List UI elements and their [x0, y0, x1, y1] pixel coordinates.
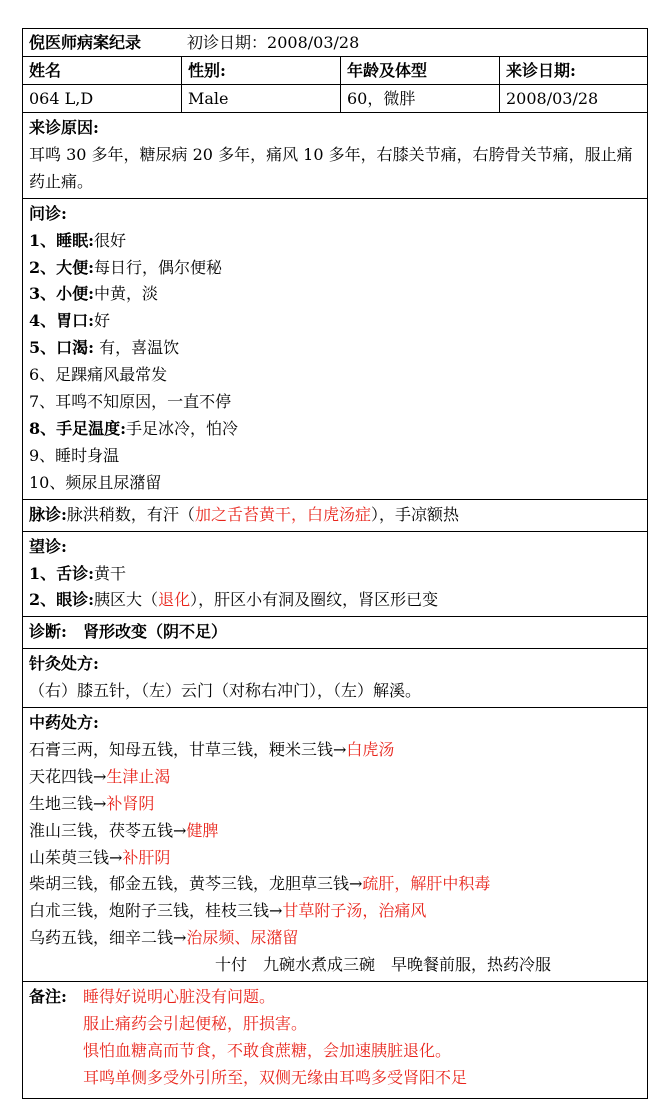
inquiry-item-text: 每日行，偶尔便秘	[94, 257, 223, 277]
inquiry-item	[29, 335, 641, 362]
inquiry-item-text: 7、耳鸣不知原因，一直不停	[29, 392, 232, 412]
header-gender: 性别:	[182, 57, 341, 85]
acupuncture-row	[23, 649, 648, 708]
herbal-row	[23, 708, 648, 982]
inquiry-item-text: 9、睡时身温	[29, 445, 120, 465]
inquiry-item-text: 手足冰冷，怕冷	[126, 418, 239, 438]
inquiry-item-text: 中黄，淡	[94, 284, 159, 304]
eye-line	[29, 587, 641, 614]
first-visit-date: 2008/03/28	[267, 33, 360, 52]
herbal-label: 中药处方:	[29, 713, 99, 733]
pulse-line	[29, 502, 641, 529]
eye-text-2: ），肝区小有洞及圈纹，肾区形已变	[190, 590, 439, 610]
pulse-text-red: 加之舌苔黄干，白虎汤症	[194, 504, 371, 524]
inquiry-label: 问诊:	[29, 203, 67, 223]
inquiry-item-text: 好	[94, 311, 111, 331]
patient-row	[23, 85, 648, 113]
inquiry-item	[29, 443, 641, 470]
pulse-text-2: ），手凉额热	[370, 504, 459, 524]
complaint-row	[23, 113, 648, 199]
header-visit-date: 来诊日期:	[500, 57, 648, 85]
inquiry-item	[29, 281, 641, 308]
acupuncture-label: 针灸处方:	[29, 654, 99, 674]
inquiry-item-text: 10、频尿且尿潴留	[29, 472, 162, 492]
title-row	[23, 29, 648, 57]
herbal-effect: 生津止渴	[106, 766, 171, 786]
header-age-build: 年龄及体型	[341, 57, 500, 85]
eye-label: 2、眼诊:	[29, 590, 95, 610]
inquiry-item-text: 6、足踝痛风最常发	[29, 365, 168, 385]
tongue-label: 1、舌诊:	[29, 563, 95, 583]
herbal-effect: 健脾	[186, 820, 219, 840]
title-cell	[23, 29, 648, 57]
notes-label: 备注:	[29, 987, 67, 1007]
arrow-icon: →	[349, 874, 363, 894]
inquiry-item	[29, 389, 641, 416]
eye-text-red: 退化	[158, 590, 191, 610]
herbal-line	[29, 925, 641, 952]
patient-name: 064 L,D	[23, 85, 182, 113]
observation-cell	[23, 531, 648, 617]
inquiry-item	[29, 255, 641, 282]
arrow-icon: →	[109, 847, 123, 867]
herbal-ingredients: 天花四钱	[29, 766, 94, 786]
herbal-line	[29, 898, 641, 925]
note-line: 耳鸣单侧多受外引所至，双侧无缘由耳鸣多受肾阳不足	[83, 1067, 468, 1087]
header-name: 姓名	[23, 57, 182, 85]
arrow-icon: →	[173, 928, 187, 948]
herbal-effect: 白虎汤	[346, 739, 395, 759]
notes-cell	[23, 982, 648, 1099]
herbal-effect: 治尿频、尿潴留	[186, 928, 299, 948]
diagnosis-line	[29, 619, 641, 646]
herbal-cell	[23, 708, 648, 982]
acupuncture-text: （右）膝五针，（左）云门（对称右冲门），（左）解溪。	[29, 681, 422, 701]
note-line: 睡得好说明心脏没有问题。	[82, 987, 275, 1007]
pulse-cell	[23, 499, 648, 531]
herbal-line	[29, 871, 641, 898]
record-title: 倪医师病案纪录	[29, 33, 142, 52]
inquiry-row	[23, 198, 648, 499]
inquiry-item	[29, 362, 641, 389]
herbal-ingredients: 山茱萸三钱	[29, 847, 110, 867]
patient-age-build: 60，微胖	[341, 85, 500, 113]
observation-row	[23, 531, 648, 617]
eye-text-1: 胰区大（	[94, 590, 159, 610]
diagnosis-label: 诊断:	[29, 622, 67, 642]
herbal-instructions: 十付 九碗水煮成三碗 早晚餐前服，热药冷服	[215, 955, 552, 975]
arrow-icon: →	[93, 766, 107, 786]
herbal-effect: 疏肝，解肝中积毒	[362, 874, 491, 894]
note-line: 服止痛药会引起便秘，肝损害。	[83, 1014, 308, 1033]
inquiry-item	[29, 470, 641, 497]
inquiry-item-label: 3、小便:	[29, 284, 95, 304]
note-line: 惧怕血糖高而节食，不敢食蔗糖，会加速胰脏退化。	[83, 1040, 452, 1060]
inquiry-item-label: 1、睡眠:	[29, 230, 95, 250]
herbal-ingredients: 白朮三钱，炮附子三钱，桂枝三钱	[29, 901, 270, 921]
herbal-ingredients: 淮山三钱，茯苓五钱	[29, 820, 174, 840]
patient-visit-date: 2008/03/28	[500, 85, 648, 113]
notes-first-line	[29, 984, 641, 1011]
herbal-effect: 补肝阴	[122, 847, 171, 867]
herbal-ingredients: 柴胡三钱，郁金五钱，黄芩三钱，龙胆草三钱	[29, 874, 350, 894]
herbal-ingredients: 生地三钱	[29, 793, 94, 813]
pulse-label: 脉诊:	[29, 504, 67, 524]
diagnosis-cell	[23, 617, 648, 649]
inquiry-item-text: 很好	[94, 230, 127, 250]
notes-row	[23, 982, 648, 1099]
tongue-text: 黄干	[94, 563, 127, 583]
herbal-line	[29, 818, 641, 845]
arrow-icon: →	[333, 739, 347, 759]
acupuncture-cell	[23, 649, 648, 708]
inquiry-item-label: 4、胃口:	[29, 311, 95, 331]
herbal-effect: 补肾阴	[106, 793, 155, 813]
patient-gender: Male	[182, 85, 341, 113]
inquiry-item-label: 2、大便:	[29, 257, 95, 277]
pulse-row	[23, 499, 648, 531]
herbal-line	[29, 737, 641, 764]
complaint-text: 耳鸣 30 多年，糖尿病 20 多年，痛风 10 多年，右膝关节痛，右胯骨关节痛，服止痛药止痛。	[29, 144, 633, 191]
complaint-label: 来诊原因:	[29, 118, 99, 137]
arrow-icon: →	[173, 820, 187, 840]
inquiry-item	[29, 416, 641, 443]
inquiry-item	[29, 228, 641, 255]
herbal-line	[29, 791, 641, 818]
diagnosis-text: 肾形改变（阴不足）	[82, 622, 227, 642]
inquiry-item	[29, 308, 641, 335]
observation-label: 望诊:	[29, 536, 67, 556]
complaint-cell	[23, 113, 648, 199]
pulse-text-1: 脉洪稍数，有汗（	[66, 504, 195, 524]
inquiry-cell	[23, 198, 648, 499]
arrow-icon: →	[93, 793, 107, 813]
diagnosis-row	[23, 617, 648, 649]
header-row	[23, 57, 648, 85]
first-visit-label: 初诊日期：	[187, 33, 268, 52]
herbal-line	[29, 764, 641, 791]
herbal-ingredients: 石膏三两，知母五钱，甘草三钱，粳米三钱	[29, 739, 334, 759]
inquiry-item-label: 5、口渴:	[29, 338, 95, 358]
inquiry-item-label: 8、手足温度:	[29, 418, 127, 438]
herbal-line	[29, 845, 641, 872]
herbal-ingredients: 乌药五钱，细辛二钱	[29, 928, 174, 948]
tongue-line	[29, 561, 641, 588]
herbal-effect: 甘草附子汤，治痛风	[282, 901, 427, 921]
medical-record-table	[22, 28, 648, 1099]
arrow-icon: →	[269, 901, 283, 921]
inquiry-item-text: 有，喜温饮	[94, 338, 180, 358]
